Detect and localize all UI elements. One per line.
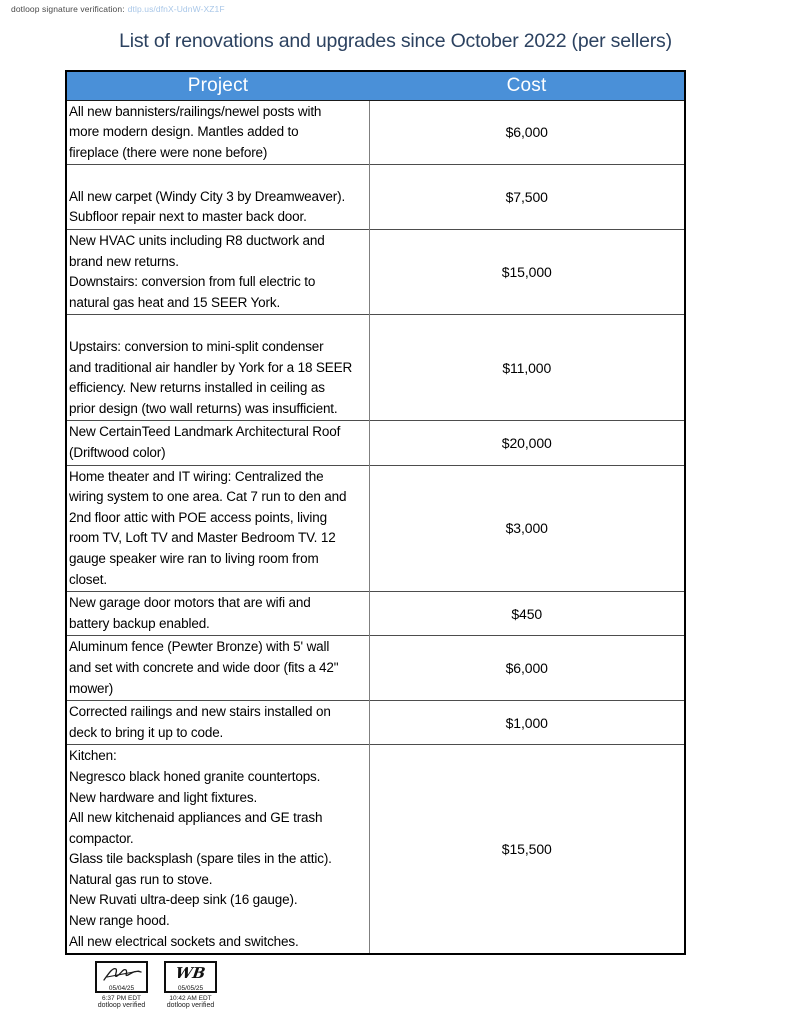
project-line: natural gas heat and 15 SEER York. — [69, 294, 281, 310]
project-line: New HVAC units including R8 ductwork and — [69, 233, 325, 249]
project-line: Downstairs: conversion from full electric to — [69, 274, 316, 290]
project-cell — [66, 230, 369, 315]
signature-stamps — [95, 961, 217, 1009]
verification-link[interactable]: dtlp.us/dfnX-UdnW-XZ1F — [127, 4, 225, 14]
project-line: New range hood. — [69, 913, 170, 929]
signature-stamp-1 — [95, 961, 148, 1009]
project-cell — [66, 745, 369, 954]
project-line: New hardware and light fixtures. — [69, 789, 258, 805]
project-line — [69, 166, 367, 187]
renovations-table — [65, 70, 686, 955]
project-line: fireplace (there were none before) — [69, 144, 268, 160]
cost-cell: $11,000 — [369, 315, 685, 421]
project-line: and set with concrete and wide door (fits a 42" — [69, 659, 339, 675]
project-line: more modern design. Mantles added to — [69, 124, 299, 140]
signature-time: 10:42 AM EDT — [169, 995, 212, 1002]
project-line: gauge speaker wire ran to living room from — [69, 550, 319, 566]
project-cell — [66, 165, 369, 230]
project-line: Subfloor repair next to master back door. — [69, 209, 307, 225]
cost-cell: $450 — [369, 592, 685, 636]
project-line: Glass tile backsplash (spare tiles in the attic). — [69, 851, 332, 867]
project-cell — [66, 592, 369, 636]
table-row — [66, 636, 685, 701]
table-row — [66, 701, 685, 745]
signature-time: 6:37 PM EDT — [101, 995, 141, 1002]
verification-label: dotloop signature verification: — [11, 4, 125, 14]
project-line: Aluminum fence (Pewter Bronze) with 5' wall — [69, 639, 330, 655]
project-line: Natural gas run to stove. — [69, 871, 213, 887]
signature-date: 05/04/25 — [108, 985, 135, 992]
project-line: battery backup enabled. — [69, 615, 210, 631]
table-row — [66, 165, 685, 230]
dotloop-verified-label: dotloop verified — [166, 1002, 215, 1009]
table-row — [66, 745, 685, 954]
project-line — [69, 316, 367, 337]
project-line: compactor. — [69, 830, 134, 846]
signature-stamp-2 — [164, 961, 217, 1009]
signature-date: 05/05/25 — [177, 985, 204, 992]
project-line: Negresco black honed granite countertops. — [69, 768, 321, 784]
column-header-project: Project — [66, 71, 369, 100]
table-row — [66, 230, 685, 315]
project-cell — [66, 465, 369, 592]
project-line: mower) — [69, 680, 114, 696]
signature-scribble-icon — [101, 964, 145, 984]
project-cell — [66, 421, 369, 465]
cost-cell: $20,000 — [369, 421, 685, 465]
project-line: All new electrical sockets and switches. — [69, 933, 299, 949]
project-line: New CertainTeed Landmark Architectural Roof — [69, 424, 341, 440]
project-line: closet. — [69, 571, 107, 587]
table-row — [66, 100, 685, 165]
project-line: All new carpet (Windy City 3 by Dreamweaver). — [69, 188, 346, 204]
signature-verification-bar — [11, 4, 225, 14]
dotloop-verified-label: dotloop verified — [97, 1002, 146, 1009]
project-line: Kitchen: — [69, 748, 117, 764]
project-line: Corrected railings and new stairs installed on — [69, 704, 331, 720]
renovations-table-body — [66, 100, 685, 954]
project-line: New garage door motors that are wifi and — [69, 595, 311, 611]
project-line: and traditional air handler by York for a 18 SEER — [69, 359, 353, 375]
project-cell — [66, 100, 369, 165]
project-line: prior design (two wall returns) was insufficient. — [69, 400, 338, 416]
table-row — [66, 465, 685, 592]
signature-initials: WB — [174, 964, 207, 982]
cost-cell: $1,000 — [369, 701, 685, 745]
project-line: All new bannisters/railings/newel posts with — [69, 103, 322, 119]
project-line: brand new returns. — [69, 253, 179, 269]
project-line: wiring system to one area. Cat 7 run to den and — [69, 489, 347, 505]
table-header-row — [66, 71, 685, 100]
cost-cell: $15,500 — [369, 745, 685, 954]
project-line: (Driftwood color) — [69, 445, 166, 460]
table-row — [66, 592, 685, 636]
cost-cell: $6,000 — [369, 636, 685, 701]
project-line: deck to bring it up to code. — [69, 724, 224, 740]
project-line: room TV, Loft TV and Master Bedroom TV. 12 — [69, 530, 336, 546]
project-cell — [66, 701, 369, 745]
cost-cell: $7,500 — [369, 165, 685, 230]
project-line: 2nd floor attic with POE access points, living — [69, 509, 327, 525]
table-row — [66, 421, 685, 465]
project-line: efficiency. New returns installed in ceiling as — [69, 380, 325, 396]
project-cell — [66, 315, 369, 421]
project-line: Home theater and IT wiring: Centralized the — [69, 468, 324, 484]
cost-cell: $15,000 — [369, 230, 685, 315]
signature-box — [95, 961, 148, 993]
project-line: All new kitchenaid appliances and GE trash — [69, 810, 323, 826]
column-header-cost: Cost — [369, 71, 685, 100]
project-line: Upstairs: conversion to mini-split condenser — [69, 339, 324, 355]
cost-cell: $6,000 — [369, 100, 685, 165]
page-title: List of renovations and upgrades since October 2022 (per sellers) — [119, 30, 672, 52]
project-line: New Ruvati ultra-deep sink (16 gauge). — [69, 892, 298, 908]
cost-cell: $3,000 — [369, 465, 685, 592]
project-cell — [66, 636, 369, 701]
signature-box — [164, 961, 217, 993]
table-row — [66, 315, 685, 421]
